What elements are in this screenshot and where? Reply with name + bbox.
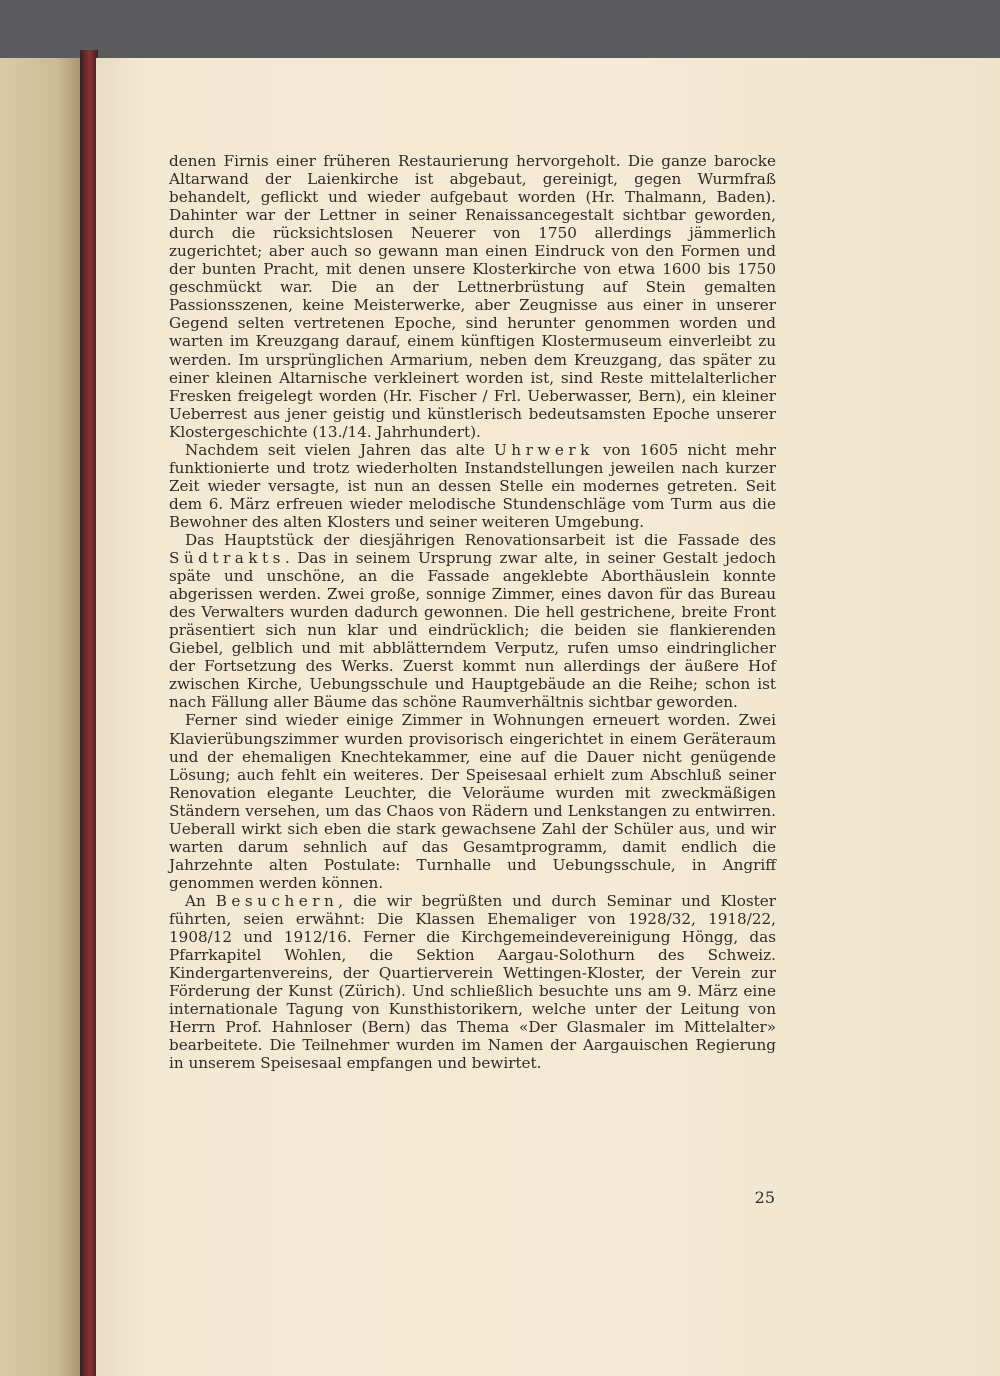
page-number: 25 [754,1188,775,1207]
paragraph-text: . Das in seinem Ursprung zwar alte, in seiner Gestalt jedoch späte und unschöne, an die Fassade angeklebte Aborthäuslein konnte abgerissen werden. Zwei große, sonnige Zimmer, eines davon für das Bureau des Verwalters wurden dadurch gewonnen. Die hell gestrichene, breite Front präsentiert sich nun klar und eindrücklich; die beiden sie flankierenden Giebel, gelblich und mit abblätterndem Verputz, rufen umso eindringlicher der Fortsetzung des Werks. Zuerst kommt nun allerdings der äußere Hof zwischen Kirche, Uebungsschule und Hauptgebäude an die Reihe; schon ist nach Fällung aller Bäume das schöne Raumverhältnis sichtbar geworden. [169,549,776,712]
emphasized-word: Besuchern [215,891,339,910]
paragraph-text: Das Hauptstück der diesjährigen Renovationsarbeit ist die Fassade des [185,530,776,549]
paragraph-text: von 1605 nicht mehr funktionierte und trotz wiederholten Instandstellungen jeweilen nach kurzer Zeit wieder versagte, ist nun an dessen Stelle ein modernes getreten. Seit dem 6. März erfreuen wieder melodische Stundenschläge vom Turm aus die Bewohner des alten Klosters und seiner weiteren Umgebung. [169,440,777,531]
paragraph-text: An [185,891,216,910]
paragraph-text: , die wir begrüßten und durch Seminar und Kloster führten, seien erwähnt: Die Klassen Ehemaliger von 1928/32, 1918/22, 1908/12 und 1912/16. Ferner die Kirchgemeindevereinigung Höngg, das Pfarrkapitel Wohlen, die Sektion Aargau-Solothurn des Schweiz. Kindergartenvereins, der Quartierverein Wettingen-Kloster, der Verein zur Förderung der Kunst (Zürich). Und schließlich besuchte uns am 9. März eine internationale Tagung von Kunsthistorikern, welche unter der Leitung von Herrn Prof. Hahnloser (Bern) das Thema «Der Glasmaler im Mittelalter» bearbeitete. Die Teilnehmer wurden im Namen der Aargauischen Regierung in unserem Speisesaal empfangen und bewirtet. [169,891,777,1073]
paragraph-3 [169,531,776,711]
paragraph-4 [169,711,776,891]
emphasized-word: Südtrakts [169,549,285,568]
paragraph-1 [169,152,776,441]
paragraph-text: denen Firnis einer früheren Restaurierung hervorgeholt. Die ganze barocke Altarwand der Laienkirche ist abgebaut, gereinigt, gegen Wurmfraß behandelt, geflickt und wieder aufgebaut worden (Hr. Thalmann, Baden). Dahinter war der Lettner in seiner Renaissancegestalt sichtbar geworden, durch die rücksichtslosen Neuerer von 1750 allerdings jämmerlich zugerichtet; aber auch so gewann man einen Eindruck von den Formen und der bunten Pracht, mit denen unsere Klosterkirche von etwa 1600 bis 1750 geschmückt war. Die an der Lettnerbrüstung auf Stein gemalten Passionsszenen, keine Meisterwerke, aber Zeugnisse aus einer in unserer Gegend selten vertretenen Epoche, sind herunter genommen worden und warten im Kreuzgang darauf, einem künftigen Klostermuseum einverleibt zu werden. Im ursprünglichen Armarium, neben dem Kreuzgang, das später zu einer kleinen Altarnische verkleinert worden ist, sind Reste mittelalterlicher Fresken freigelegt worden (Hr. Fischer / Frl. Ueberwasser, Bern), ein kleiner Ueberrest aus jener geistig und künstlerisch bedeutsamsten Epoche unserer Klostergeschichte (13./14. Jahrhundert). [169,152,776,441]
scan-background [0,0,1000,62]
paragraph-text: Nachdem seit vielen Jahren das alte [185,440,494,459]
paragraph-5 [169,892,776,1072]
body-text [169,152,776,1072]
emphasized-word: Uhrwerk [493,440,594,459]
paragraph-text: Ferner sind wieder einige Zimmer in Wohnungen erneuert worden. Zwei Klavierübungszimmer wurden provisorisch eingerichtet in einem Geräteraum und der ehemaligen Knechtekammer, eine auf die Dauer nicht genügende Lösung; auch fehlt ein weiteres. Der Speisesaal erhielt zum Abschluß seiner Renovation elegante Leuchter, die Veloräume wurden mit zweckmäßigen Ständern versehen, um das Chaos von Rädern und Lenkstangen zu entwirren. Ueberall wirkt sich eben die stark gewachsene Zahl der Schüler aus, und wir warten darum sehnlich auf das Gesamtprogramm, damit endlich die Jahrzehnte alten Postulate: Turnhalle und Uebungsschule, in Angriff genommen werden können. [169,711,776,892]
paragraph-2 [169,441,776,531]
facing-page-edge [0,58,82,1376]
